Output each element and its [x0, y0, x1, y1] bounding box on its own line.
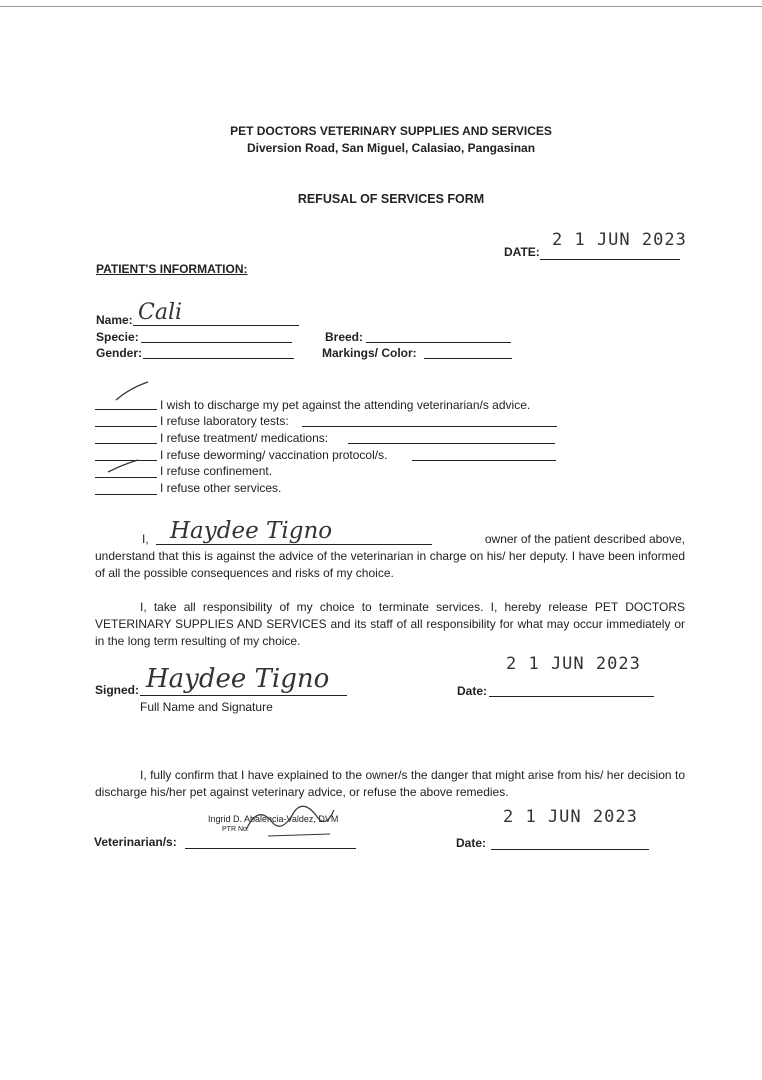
signature-caption: Full Name and Signature — [140, 700, 273, 714]
breed-label: Breed: — [325, 330, 364, 344]
specie-label: Specie: — [96, 330, 139, 344]
option-2-text: I refuse laboratory tests: — [160, 414, 289, 428]
option-1-text: I wish to discharge my pet against the attending veterinarian/s advice. — [160, 398, 531, 412]
markings-line — [424, 358, 512, 359]
company-address: Diversion Road, San Miguel, Calasiao, Pangasinan — [246, 141, 536, 155]
vet-date-stamp: 2 1 JUN 2023 — [503, 807, 638, 827]
statement-line1: owner of the patient described above, — [484, 532, 685, 546]
vet-date-line — [491, 849, 649, 850]
markings-label: Markings/ Color: — [322, 346, 417, 360]
owner-name-line — [156, 544, 432, 545]
vet-label: Veterinarian/s: — [94, 835, 177, 849]
option-blank-2 — [95, 426, 157, 427]
date-line — [540, 259, 680, 260]
date-label: DATE: — [504, 245, 540, 259]
option-4-text: I refuse deworming/ vaccination protocol/s. — [160, 448, 388, 462]
option-blank-3 — [95, 443, 157, 444]
statement-paragraph: understand that this is against the advice of the veterinarian in charge on his/ her deputy. I have been informed of all the possible consequences and risks of my choice. — [95, 549, 685, 580]
breed-line — [366, 342, 511, 343]
vet-stamp-name: Ingrid D. Abalencia-Valdez, DVM — [208, 814, 339, 824]
specie-line — [141, 342, 292, 343]
confirmation-paragraph: I, fully confirm that I have explained to the owner/s the danger that might arise from his/ her decision to discharge his/her pet against veterinary advice, or refuse the above remedies. — [95, 768, 685, 799]
gender-label: Gender: — [96, 346, 143, 360]
statement-prefix: I, — [142, 532, 149, 546]
vet-signature-scribble — [238, 800, 338, 840]
vet-line — [185, 848, 356, 849]
owner-name: Haydee Tigno — [170, 518, 333, 544]
form-title: REFUSAL OF SERVICES FORM — [297, 192, 485, 206]
vet-date-label: Date: — [456, 836, 487, 850]
date-stamp: 2 1 JUN 2023 — [552, 230, 687, 250]
signature-line — [140, 695, 347, 696]
checkmark-1-icon — [112, 380, 152, 404]
option-3-detail-line — [348, 443, 555, 444]
option-blank-6 — [95, 494, 157, 495]
option-blank-5 — [95, 477, 157, 478]
name-value: Cali — [138, 300, 183, 325]
option-blank-1 — [95, 409, 157, 410]
option-5-text: I refuse confinement. — [160, 464, 273, 478]
owner-signature: Haydee Tigno — [146, 664, 330, 694]
name-label: Name: — [96, 313, 133, 327]
vet-stamp-ptr: PTR No. — [222, 826, 249, 833]
scan-top-edge — [0, 0, 762, 7]
option-3-text: I refuse treatment/ medications: — [160, 431, 329, 445]
signed-label: Signed: — [95, 683, 139, 697]
signature-date-stamp: 2 1 JUN 2023 — [506, 654, 641, 674]
gender-line — [143, 358, 294, 359]
responsibility-paragraph: I, take all responsibility of my choice to terminate services. I, hereby release PET DOCTORS VETERINARY SUPPLIES AND SERVICES and its staff of all responsibility for what may occur immediately or in the long term resulting of my choice. — [95, 600, 685, 648]
signature-date-label: Date: — [457, 684, 488, 698]
option-2-detail-line — [302, 426, 557, 427]
patient-section-title: PATIENT'S INFORMATION: — [96, 262, 248, 276]
checkmark-5-icon — [104, 458, 144, 476]
signature-date-line — [489, 696, 654, 697]
company-name: PET DOCTORS VETERINARY SUPPLIES AND SERVICES — [230, 124, 552, 138]
name-line — [133, 325, 299, 326]
option-6-text: I refuse other services. — [160, 481, 282, 495]
option-4-detail-line — [412, 460, 556, 461]
